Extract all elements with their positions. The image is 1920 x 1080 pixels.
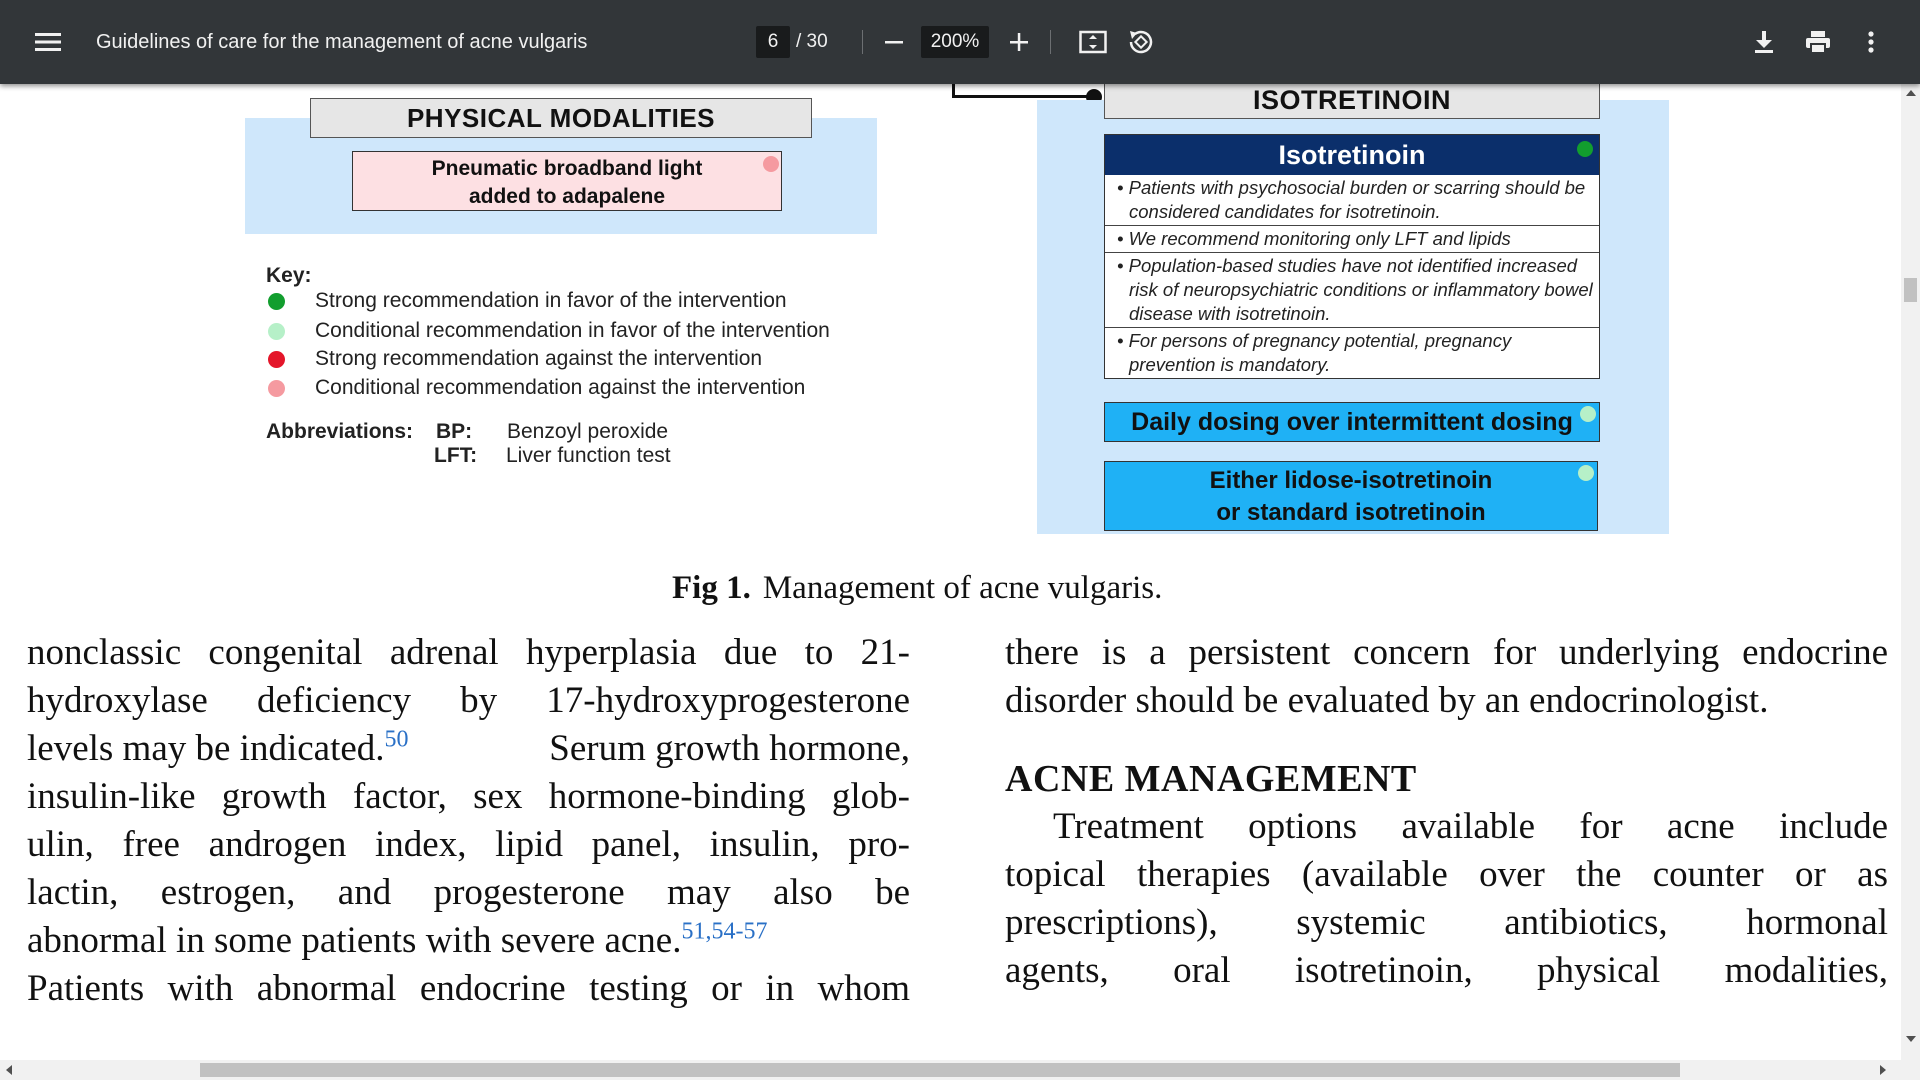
- body-text-line: ulin, free androgen index, lipid panel, insulin, pro-: [27, 824, 910, 865]
- body-text-line: [27, 725, 910, 773]
- body-text-line: [27, 917, 910, 965]
- connector-line: [952, 95, 1094, 98]
- isotretinoin-bullet: • For persons of pregnancy potential, pregnancy prevention is mandatory.: [1105, 327, 1599, 378]
- key-item: [266, 287, 787, 315]
- body-text-line: Patients with abnormal endocrine testing or in whom: [27, 968, 910, 1009]
- conditional-favor-dot: [1578, 465, 1594, 481]
- body-text-segment: Serum growth hormone,: [549, 728, 910, 769]
- body-text-right-column: [1005, 629, 1888, 995]
- document-title: Guidelines of care for the management of acne vulgaris: [96, 31, 588, 53]
- horizontal-scrollbar[interactable]: [0, 1060, 1920, 1080]
- abbreviations-label: Abbreviations:: [266, 420, 414, 443]
- conditional-against-dot: [763, 156, 779, 172]
- body-text-line: agents, oral isotretinoin, physical modalities,: [1005, 950, 1888, 991]
- page-number-input[interactable]: 6: [756, 26, 790, 58]
- bullet-text: For persons of pregnancy potential, pregnancy prevention is mandatory.: [1128, 330, 1512, 375]
- key-title: Key:: [266, 264, 312, 287]
- section-heading: ACNE MANAGEMENT: [1005, 758, 1417, 800]
- horizontal-scroll-thumb[interactable]: [200, 1063, 1680, 1077]
- isotretinoin-box-title: [1105, 135, 1599, 175]
- pneumatic-light-box: [352, 151, 782, 211]
- page-total: / 30: [796, 31, 828, 52]
- abbreviation-term: LFT:: [434, 444, 478, 467]
- vertical-scroll-thumb[interactable]: [1904, 278, 1917, 302]
- key-item: [266, 345, 762, 373]
- conditional-against-dot: [268, 380, 285, 397]
- body-text-line: insulin-like growth factor, sex hormone-binding glob-: [27, 776, 910, 817]
- lidose-line2: or standard isotretinoin: [1216, 499, 1486, 526]
- bullet-text: Population-based studies have not identified increased risk of neuropsychiatric conditions or inflammatory bowel disease with isotretinoin.: [1128, 255, 1593, 324]
- isotretinoin-header: ISOTRETINOIN: [1104, 84, 1600, 119]
- toolbar-divider: [862, 30, 863, 54]
- rotate-icon[interactable]: [1121, 22, 1161, 62]
- toolbar-divider: [1050, 30, 1051, 54]
- strong-against-dot: [268, 351, 285, 368]
- body-text-line: topical therapies (available over the counter or as: [1005, 854, 1888, 895]
- figure-caption: [672, 570, 1162, 607]
- isotretinoin-bullet: • Patients with psychosocial burden or scarring should be considered candidates for isotretinoin.: [1117, 177, 1586, 222]
- figure-caption-label: Fig 1.: [672, 570, 751, 606]
- plus-icon[interactable]: [999, 22, 1039, 62]
- bullet-text: We recommend monitoring only LFT and lipids: [1128, 228, 1511, 249]
- key-item-label: Strong recommendation against the intervention: [315, 347, 763, 370]
- isotretinoin-bullet: • Population-based studies have not identified increased risk of neuropsychiatric conditions or inflammatory bowel disease with isotretinoin.: [1105, 252, 1599, 327]
- body-text-line: there is a persistent concern for underlying endocrine: [1005, 632, 1888, 673]
- key-item-label: Conditional recommendation against the intervention: [315, 376, 806, 399]
- vertical-scrollbar[interactable]: [1901, 84, 1920, 1070]
- isotretinoin-title-text: Isotretinoin: [1278, 140, 1426, 170]
- scroll-right-arrow-icon[interactable]: [1880, 1065, 1886, 1075]
- lidose-isotretinoin-box: [1104, 461, 1598, 531]
- pdf-viewer: [0, 84, 1920, 1080]
- key-item: [266, 374, 805, 402]
- pneumatic-light-line1: Pneumatic broadband light: [431, 157, 703, 180]
- hamburger-menu-icon[interactable]: [28, 22, 68, 62]
- body-text-left-column: [27, 629, 910, 1013]
- key-item-label: Strong recommendation in favor of the intervention: [315, 289, 787, 312]
- zoom-level-input[interactable]: 200%: [921, 26, 989, 58]
- body-text-segment: levels may be indicated.: [27, 728, 385, 769]
- body-text-line: disorder should be evaluated by an endocrinologist.: [1005, 680, 1769, 721]
- body-text-line: prescriptions), systemic antibiotics, hormonal: [1005, 902, 1888, 943]
- fit-to-page-icon[interactable]: [1073, 22, 1113, 62]
- minus-icon[interactable]: [874, 22, 914, 62]
- isotretinoin-box: [1104, 134, 1600, 379]
- figure-caption-text: Management of acne vulgaris.: [762, 570, 1163, 606]
- conditional-favor-dot: [268, 323, 285, 340]
- key-item-label: Conditional recommendation in favor of the intervention: [315, 319, 830, 342]
- conditional-favor-dot: [1580, 406, 1596, 422]
- spacer: [1005, 725, 1888, 755]
- lidose-line1: Either lidose-isotretinoin: [1209, 467, 1493, 494]
- key-item: [266, 317, 830, 345]
- strong-favor-dot: [1577, 141, 1593, 157]
- daily-dosing-box: [1104, 402, 1600, 442]
- body-text-line: nonclassic congenital adrenal hyperplasia due to 21-: [27, 632, 910, 673]
- physical-modalities-header: PHYSICAL MODALITIES: [310, 98, 812, 138]
- body-text-segment: abnormal in some patients with severe acne.: [27, 920, 682, 961]
- reference-link[interactable]: 50: [384, 726, 409, 753]
- body-text-line: lactin, estrogen, and progesterone may also be: [27, 872, 910, 913]
- print-icon[interactable]: [1798, 22, 1838, 62]
- bullet-text: Patients with psychosocial burden or scarring should be considered candidates for isotretinoin.: [1128, 177, 1586, 222]
- download-icon[interactable]: [1744, 22, 1784, 62]
- daily-dosing-text: Daily dosing over intermittent dosing: [1131, 408, 1573, 436]
- abbreviation-meaning: Benzoyl peroxide: [507, 420, 669, 443]
- strong-favor-dot: [268, 293, 285, 310]
- body-text-line: Treatment options available for acne include: [1053, 806, 1888, 847]
- abbreviation-term: BP:: [436, 420, 473, 443]
- pdf-toolbar: [0, 0, 1920, 84]
- pneumatic-light-line2: added to adapalene: [468, 185, 666, 208]
- abbreviation-meaning: Liver function test: [506, 444, 671, 467]
- body-text-line: hydroxylase deficiency by 17-hydroxyprogesterone: [27, 680, 910, 721]
- more-vertical-icon[interactable]: [1851, 22, 1891, 62]
- scroll-down-arrow-icon[interactable]: [1906, 1036, 1916, 1042]
- reference-link[interactable]: 51,54-57: [681, 918, 768, 945]
- scroll-left-arrow-icon[interactable]: [6, 1065, 12, 1075]
- isotretinoin-bullet: • We recommend monitoring only LFT and lipids: [1105, 225, 1599, 252]
- scroll-up-arrow-icon[interactable]: [1906, 90, 1916, 96]
